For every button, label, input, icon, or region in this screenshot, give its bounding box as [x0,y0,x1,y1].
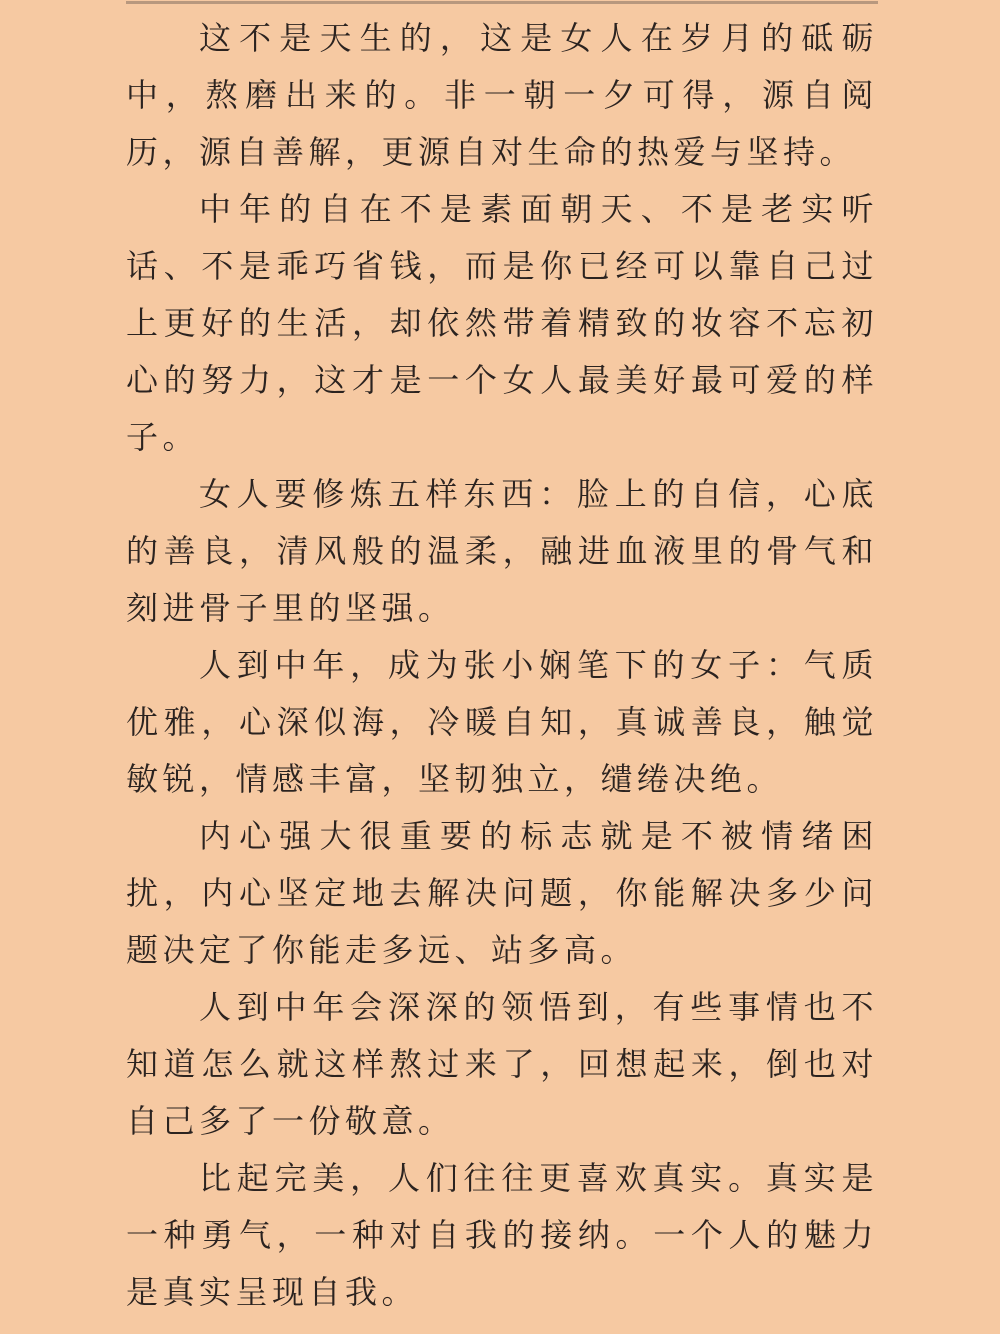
paragraph-7: 比起完美，人们往往更喜欢真实。真实是一种勇气，一种对自我的接纳。一个人的魅力是真实呈现自我。 [126,1159,878,1311]
paragraph-1: 这不是天生的，这是女人在岁月的砥砺中，熬磨出来的。非一朝一夕可得，源自阅历，源自善解，更源自对生命的热爱与坚持。 [126,19,878,171]
top-divider [126,1,878,4]
paragraph-2: 中年的自在不是素面朝天、不是老实听话、不是乖巧省钱，而是你已经可以靠自己过上更好的生活，却依然带着精致的妆容不忘初心的努力，这才是一个女人最美好最可爱的样子。 [126,190,878,456]
paragraph-4: 人到中年，成为张小娴笔下的女子：气质优雅，心深似海，冷暖自知，真诚善良，触觉敏锐，情感丰富，坚韧独立，缱绻决绝。 [126,646,878,798]
article-body [126,10,878,1321]
paragraph-6: 人到中年会深深的领悟到，有些事情也不知道怎么就这样熬过来了，回想起来，倒也对自己多了一份敬意。 [126,988,878,1140]
paragraph-3: 女人要修炼五样东西：脸上的自信，心底的善良，清风般的温柔，融进血液里的骨气和刻进骨子里的坚强。 [126,475,878,627]
paragraph-5: 内心强大很重要的标志就是不被情绪困扰，内心坚定地去解决问题，你能解决多少问题决定了你能走多远、站多高。 [126,817,878,969]
